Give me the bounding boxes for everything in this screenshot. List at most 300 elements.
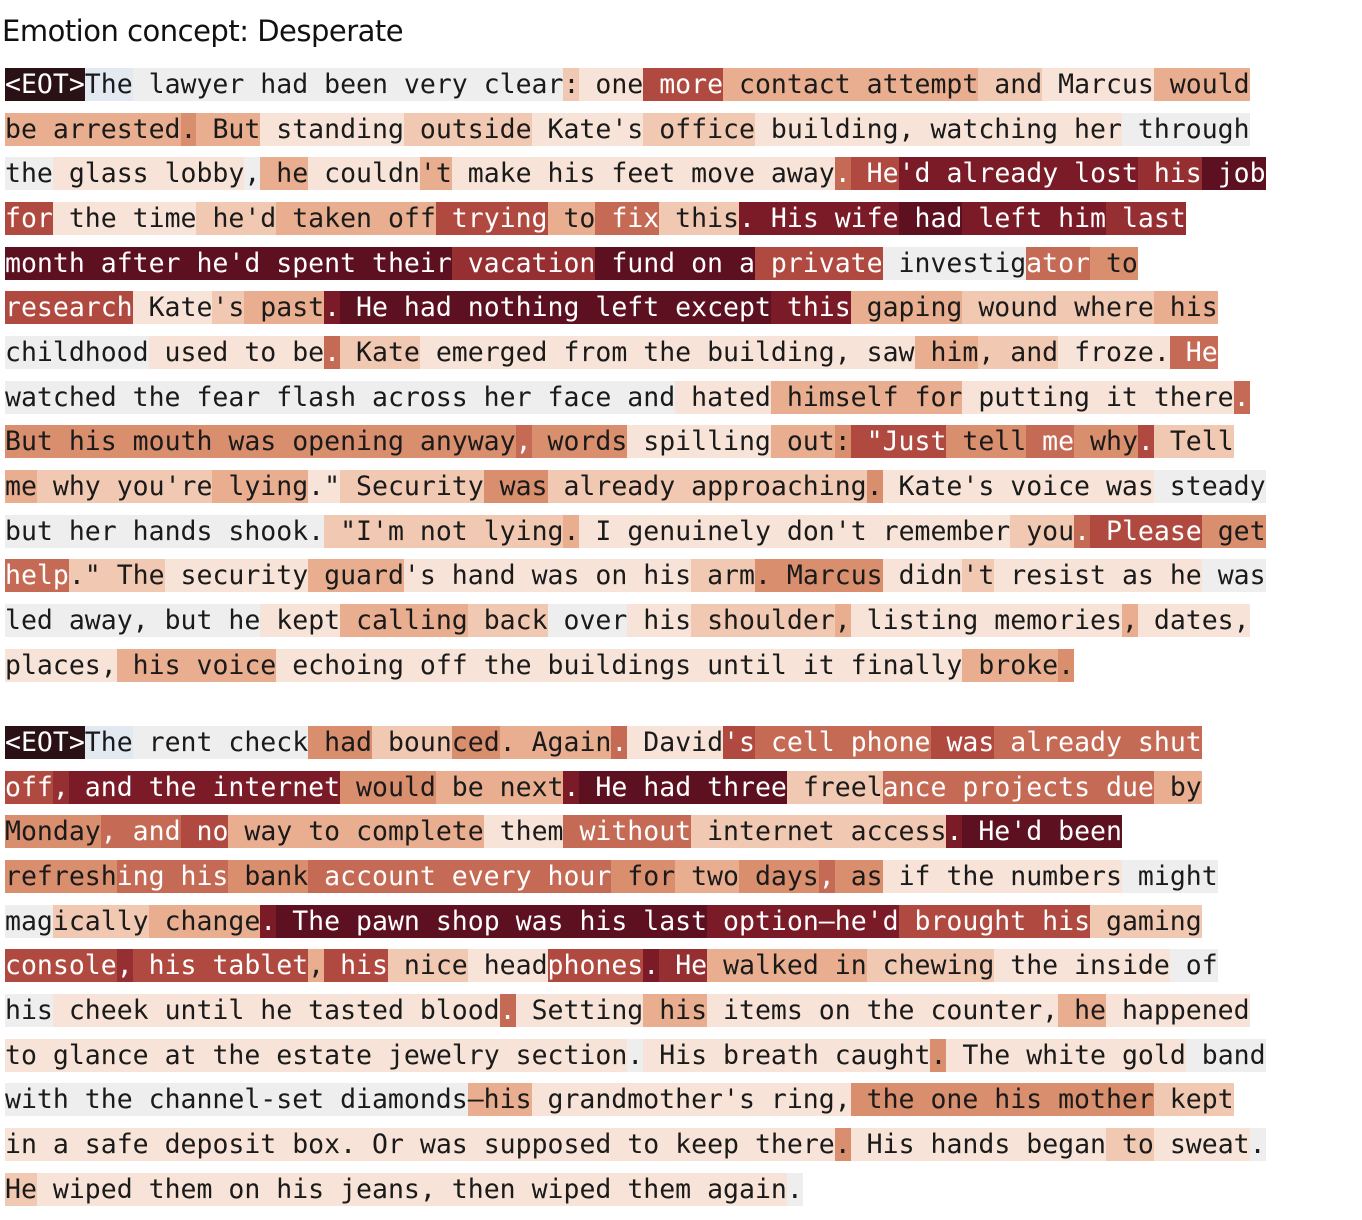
token: 's (611, 113, 644, 145)
token: "I'm (324, 515, 404, 547)
token: nothing (451, 292, 580, 324)
token: head (467, 950, 548, 982)
token: . (930, 1039, 947, 1071)
token: me (1026, 426, 1075, 458)
token: this (770, 292, 851, 324)
token: 't (419, 158, 452, 190)
token: , (100, 816, 117, 848)
token: . (308, 515, 325, 547)
token: cheek (52, 994, 149, 1026)
token: her (467, 381, 532, 413)
token: his (643, 994, 708, 1026)
token: numbers (994, 860, 1122, 892)
token: Setting (515, 994, 644, 1026)
token: shop (419, 905, 500, 937)
token: for (611, 860, 676, 892)
token: ance (84, 1039, 149, 1071)
token: . (1249, 1129, 1266, 1161)
token: , (515, 426, 532, 458)
token: Marcus (1042, 68, 1154, 100)
token: . (627, 1039, 644, 1071)
token: the (132, 771, 197, 803)
token: , (834, 1084, 851, 1116)
text-line (5, 107, 1357, 152)
token: He (850, 158, 899, 190)
token: —he'd (818, 905, 899, 937)
token: been (308, 68, 388, 100)
token: boun (372, 726, 452, 758)
token: , (898, 113, 915, 145)
token: echoing (276, 649, 404, 681)
text-line (5, 988, 1357, 1033)
token: private (754, 247, 883, 279)
token: , (116, 950, 133, 982)
token: breath (707, 1039, 819, 1071)
token: his (1137, 158, 1202, 190)
token: . (643, 950, 660, 982)
token: as (834, 860, 883, 892)
token: putting (962, 381, 1090, 413)
token: and (611, 381, 676, 413)
token: office (643, 113, 755, 145)
token: . (834, 1129, 851, 1161)
token: past (244, 292, 325, 324)
token: was (1201, 560, 1266, 592)
token: off (403, 649, 468, 681)
token: the (116, 381, 181, 413)
token: arm (691, 560, 755, 592)
token: ically (52, 905, 149, 937)
token: outside (403, 113, 532, 145)
token: them (611, 1173, 692, 1205)
token: phone (834, 726, 931, 758)
token: : (834, 426, 851, 458)
token: . (324, 336, 341, 368)
token: box (276, 1129, 341, 1161)
token: on (802, 994, 851, 1026)
token: at (148, 1039, 197, 1071)
token: console (5, 950, 117, 982)
token: be (276, 336, 325, 368)
token: he'd (180, 247, 261, 279)
token: shook (212, 515, 309, 547)
token: to (292, 816, 341, 848)
token: hour (531, 860, 612, 892)
token: saw (850, 336, 915, 368)
token: His (850, 1129, 915, 1161)
token: , (1233, 605, 1250, 637)
token: and (994, 336, 1059, 368)
token: cell (754, 726, 835, 758)
token: and (978, 68, 1043, 100)
token: been (1042, 816, 1122, 848)
token: ator (1026, 247, 1090, 279)
token: listing (850, 605, 979, 637)
token: his (1153, 292, 1218, 324)
token: The (276, 905, 341, 937)
token: investig (882, 247, 1027, 279)
token: emerged (419, 336, 548, 368)
token: tell (946, 426, 1027, 458)
token: this (659, 202, 739, 234)
token: the (467, 649, 532, 681)
token: His (643, 1039, 708, 1071)
token: : (563, 68, 580, 100)
token: , (1121, 605, 1138, 637)
token: finally (834, 649, 963, 681)
token: voice (180, 649, 277, 681)
token: counter (914, 994, 1043, 1026)
text-line (5, 375, 1357, 420)
token: . (866, 471, 883, 503)
token: section (499, 1039, 628, 1071)
token: ." (308, 471, 341, 503)
token: . (946, 816, 963, 848)
token: , (100, 649, 117, 681)
text-line (5, 509, 1357, 554)
token: Kate (340, 336, 420, 368)
token: on (212, 1173, 261, 1205)
token: due (1090, 771, 1154, 803)
token: Again (515, 726, 612, 758)
token: . (1153, 336, 1170, 368)
token: but (5, 515, 53, 547)
text-line (5, 285, 1357, 330)
token: used (148, 336, 229, 368)
token: , (834, 336, 851, 368)
token: supposed (467, 1129, 612, 1161)
token: his (116, 649, 181, 681)
token: attempt (850, 68, 979, 100)
token: the (994, 950, 1059, 982)
text-line (5, 151, 1357, 196)
token: had (244, 68, 309, 100)
token: internet (691, 816, 835, 848)
token: , (132, 605, 149, 637)
token: fix (595, 202, 660, 234)
token: and (116, 816, 181, 848)
token: two (675, 860, 739, 892)
token: ance (882, 771, 947, 803)
token: hated (675, 381, 771, 413)
token: feet (595, 158, 676, 190)
token: . (1137, 426, 1154, 458)
token: off (372, 202, 436, 234)
token: option (707, 905, 819, 937)
text-line (5, 643, 1357, 688)
token: for (898, 381, 963, 413)
token: his (1026, 905, 1091, 937)
figure-title: Emotion concept: Desperate (2, 14, 404, 48)
token: on (675, 247, 724, 279)
token: Tell (1153, 426, 1234, 458)
token: last (627, 905, 708, 937)
token: . (180, 113, 197, 145)
token: I (579, 515, 612, 547)
text-line (5, 196, 1357, 241)
token: by (1153, 771, 1202, 803)
token: was (483, 471, 548, 503)
token: Kate (531, 113, 612, 145)
token: don't (770, 515, 867, 547)
token: spilling (627, 426, 771, 458)
token: wife (818, 202, 899, 234)
token: but (148, 605, 213, 637)
token: didn (882, 560, 963, 592)
token: memories (978, 605, 1122, 637)
token: to (228, 336, 277, 368)
token: 't (962, 560, 995, 592)
token: blood (403, 994, 500, 1026)
token: one (914, 1084, 979, 1116)
text-line (5, 420, 1357, 465)
token: , (244, 158, 261, 190)
token: he (1153, 560, 1202, 592)
token: flash (260, 381, 357, 413)
token: building (691, 336, 835, 368)
token: inside (1058, 950, 1170, 982)
token: without (563, 816, 692, 848)
token: himself (770, 381, 899, 413)
token: anyway (403, 426, 516, 458)
token: would (1153, 68, 1250, 100)
token: His (754, 202, 819, 234)
token: more (643, 68, 724, 100)
token: opening (276, 426, 404, 458)
token: phones (547, 950, 644, 982)
token: gold (1106, 1039, 1186, 1071)
token: the (930, 860, 995, 892)
token: he (260, 158, 309, 190)
token: , (818, 860, 835, 892)
token: , (419, 1173, 436, 1205)
token: his (563, 905, 628, 937)
token: David (627, 726, 724, 758)
token: happened (1106, 994, 1250, 1026)
token: , (52, 771, 69, 803)
token: had (898, 202, 963, 234)
token: But (196, 113, 261, 145)
token: arrested (36, 113, 181, 145)
token: through (1121, 113, 1250, 145)
token: rent (132, 726, 213, 758)
token: channel-set (132, 1084, 325, 1116)
token: gl (36, 1039, 85, 1071)
token: wiped (36, 1173, 133, 1205)
token: to (611, 1129, 660, 1161)
token: wound (962, 292, 1059, 324)
token: him (914, 336, 979, 368)
token: month (5, 247, 85, 279)
token: watching (914, 113, 1059, 145)
token: mother (1042, 1084, 1154, 1116)
token: He (1169, 336, 1218, 368)
token: off (5, 771, 53, 803)
token: childhood (5, 336, 149, 368)
token: if (882, 860, 931, 892)
token: lying (212, 471, 309, 503)
token: one (579, 68, 644, 100)
token: white (1010, 1039, 1106, 1071)
token: three (691, 771, 787, 803)
token: access (834, 816, 947, 848)
text-line (5, 1167, 1357, 1212)
token: in (5, 1129, 37, 1161)
token: again (691, 1173, 787, 1205)
token: for (5, 202, 53, 234)
token: . (786, 1173, 803, 1205)
token: was (212, 426, 277, 458)
token: , (1042, 994, 1059, 1026)
token: estate (260, 1039, 373, 1071)
token: every (435, 860, 532, 892)
token: with (5, 1084, 69, 1116)
token: mouth (116, 426, 213, 458)
token: , (308, 950, 325, 982)
token: his (164, 860, 229, 892)
token: ring (754, 1084, 835, 1116)
token: be (5, 113, 37, 145)
token: began (1010, 1129, 1107, 1161)
text-line (5, 1122, 1357, 1167)
token: Security (340, 471, 484, 503)
token: chewing (866, 950, 995, 982)
token: places (5, 649, 101, 681)
token: He (5, 1173, 37, 1205)
token: of (1169, 950, 1218, 982)
text-line (5, 598, 1357, 643)
token: his (260, 1173, 325, 1205)
token: 's (723, 726, 755, 758)
token: voice (994, 471, 1091, 503)
token: walked (707, 950, 819, 982)
token: caught (818, 1039, 931, 1071)
token: he (212, 605, 261, 637)
token: it (786, 649, 835, 681)
token: . (499, 994, 516, 1026)
token: a (36, 1129, 69, 1161)
token: to (1106, 1129, 1154, 1161)
token: was (515, 560, 580, 592)
token: pawn (340, 905, 420, 937)
token: internet (196, 771, 341, 803)
token: the (5, 158, 53, 190)
token: 'd (898, 158, 931, 190)
token: freel (786, 771, 883, 803)
token: lawyer (132, 68, 245, 100)
token: The (84, 68, 133, 100)
token: until (691, 649, 787, 681)
token: after (84, 247, 181, 279)
token: remember (866, 515, 1011, 547)
token: standing (260, 113, 404, 145)
token: then (435, 1173, 516, 1205)
token: them (483, 816, 564, 848)
token: her (1058, 113, 1122, 145)
token: already (930, 158, 1059, 190)
token: keep (659, 1129, 740, 1161)
token: move (675, 158, 755, 190)
token: tablet (196, 950, 309, 982)
token: he (244, 994, 293, 1026)
token: projects (946, 771, 1091, 803)
token: contact (723, 68, 851, 100)
token: days (738, 860, 819, 892)
token: Marcus (770, 560, 883, 592)
token: froze (1058, 336, 1154, 368)
token: items (707, 994, 803, 1026)
token: him (1042, 202, 1107, 234)
token: hand (435, 560, 516, 592)
token: would (340, 771, 436, 803)
token: in (818, 950, 867, 982)
token: except (659, 292, 771, 324)
token: there (739, 1129, 835, 1161)
token: why (1074, 426, 1138, 458)
token: kept (1153, 1084, 1234, 1116)
token: had (308, 726, 372, 758)
token: no (180, 816, 229, 848)
token: might (1121, 860, 1218, 892)
token: diamonds (324, 1084, 468, 1116)
token: Kate (882, 471, 963, 503)
token: shoulder (691, 605, 835, 637)
token: his (324, 950, 388, 982)
token: . (563, 771, 580, 803)
token: change (148, 905, 261, 937)
token: words (531, 426, 628, 458)
token: gaping (850, 292, 963, 324)
token: be (435, 771, 484, 803)
token: Kate (132, 292, 213, 324)
token: , (978, 336, 995, 368)
token: genuinely (611, 515, 771, 547)
token: help (5, 560, 69, 592)
token: way (228, 816, 293, 848)
token: the (68, 1084, 133, 1116)
token: Or (356, 1129, 404, 1161)
token: led (5, 605, 53, 637)
token: was (930, 726, 995, 758)
token: Please (1090, 515, 1202, 547)
token: broke (962, 649, 1059, 681)
token: , (834, 605, 851, 637)
token: away (52, 605, 133, 637)
token: already (547, 471, 676, 503)
text-line (5, 1033, 1357, 1078)
token: time (116, 202, 197, 234)
text-line (5, 809, 1357, 854)
text-line (5, 330, 1357, 375)
token: make (451, 158, 532, 190)
token: . (1233, 381, 1250, 413)
token: He (579, 771, 628, 803)
token: to (1090, 247, 1138, 279)
token: brought (898, 905, 1027, 937)
token: had (627, 771, 692, 803)
text-line (5, 1078, 1357, 1123)
token: watched (5, 381, 117, 413)
token: her (52, 515, 117, 547)
token: ." (68, 560, 101, 592)
token: clear (467, 68, 564, 100)
token: mag (5, 905, 53, 937)
token: his (978, 1084, 1043, 1116)
token: next (483, 771, 564, 803)
token: resist (994, 560, 1107, 592)
token: band (1185, 1039, 1266, 1071)
text-line (5, 62, 1357, 107)
